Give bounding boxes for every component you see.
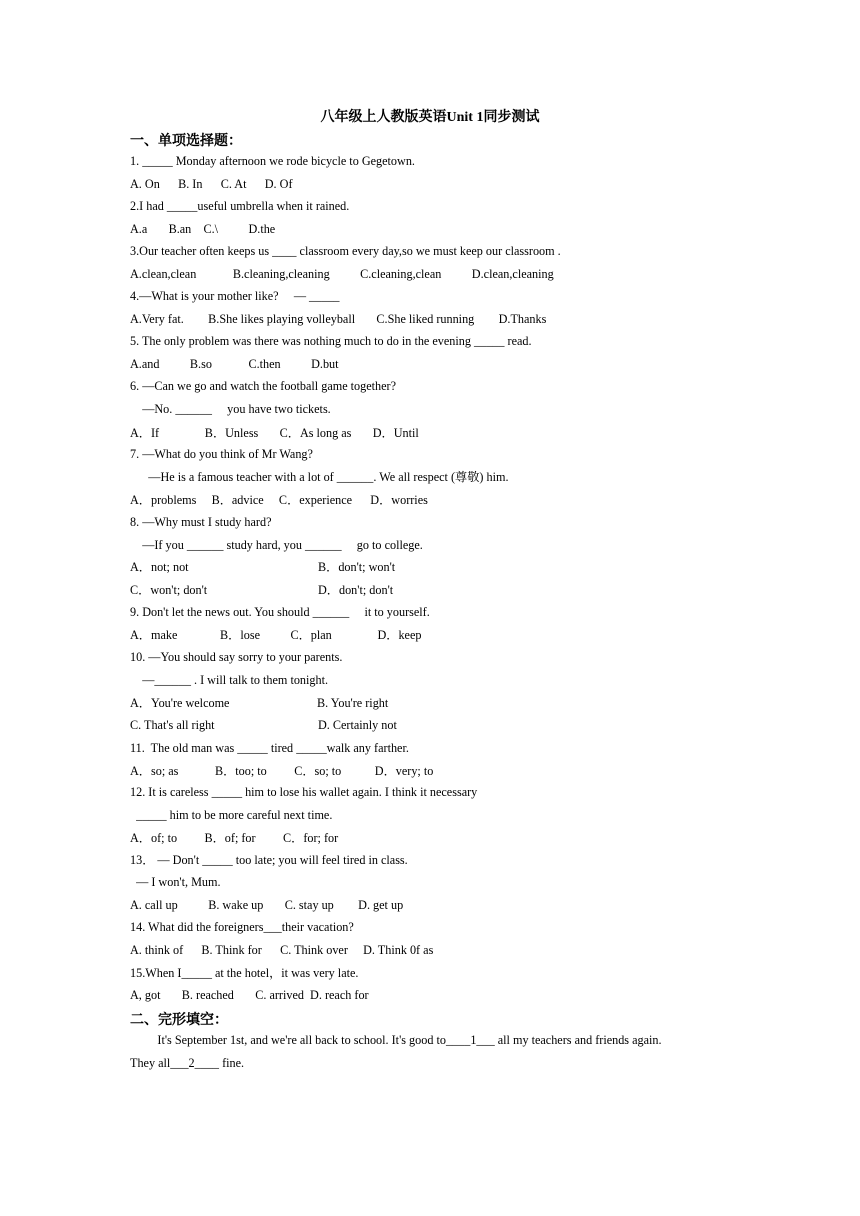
question-10-option-d: D. Certainly not: [318, 718, 397, 732]
question-6-options: A．If B．Unless C．As long as D．Until: [130, 426, 419, 440]
question-8-option-c: C．won't; don't: [130, 583, 208, 597]
question-12: 12. It is careless _____ him to lose his wallet again. I think it necessary: [130, 785, 478, 799]
question-12-continued: _____ him to be more careful next time.: [130, 808, 333, 822]
question-2-options: A.a B.an C.\ D.the: [130, 222, 276, 236]
question-10-option-a: A．You're welcome: [130, 696, 230, 710]
question-14-options: A. think of B. Think for C. Think over D. Think 0f as: [130, 943, 434, 957]
question-10-reply: —______ . I will talk to them tonight.: [130, 673, 329, 687]
question-15-options: A, got B. reached C. arrived D. reach for: [130, 988, 369, 1002]
question-10-option-b: B. You're right: [317, 696, 389, 710]
question-7-options: A．problems B．advice C．experience D．worries: [130, 493, 428, 507]
question-5: 5. The only problem was there was nothing much to do in the evening _____ read.: [130, 334, 532, 348]
question-1-options: A. On B. In C. At D. Of: [130, 177, 293, 191]
question-12-options: A．of; to B．of; for C．for; for: [130, 831, 339, 845]
question-8-option-b: B．don't; won't: [318, 560, 396, 574]
question-9: 9. Don't let the news out. You should ______ it to yourself.: [130, 605, 430, 619]
question-10: 10. —You should say sorry to your parents.: [130, 650, 343, 664]
question-13-reply: — I won't, Mum.: [130, 875, 221, 889]
question-1: 1. _____ Monday afternoon we rode bicycle to Gegetown.: [130, 154, 415, 168]
question-8-option-d: D．don't; don't: [318, 583, 394, 597]
question-4-options: A.Very fat. B.She likes playing volleyball C.She liked running D.Thanks: [130, 312, 547, 326]
question-13: 13． — Don't _____ too late; you will feel tired in class.: [130, 853, 408, 867]
question-7-reply: —He is a famous teacher with a lot of ______. We all respect (尊敬) him.: [130, 470, 509, 484]
question-13-options: A. call up B. wake up C. stay up D. get up: [130, 898, 404, 912]
question-9-options: A．make B．lose C．plan D．keep: [130, 628, 422, 642]
question-7: 7. —What do you think of Mr Wang?: [130, 447, 313, 461]
question-5-options: A.and B.so C.then D.but: [130, 357, 339, 371]
question-8-reply: —If you ______ study hard, you ______ go to college.: [130, 538, 423, 552]
question-11: 11. The old man was _____ tired _____walk any farther.: [130, 741, 409, 755]
section-heading-cloze: 二、完形填空：: [130, 1013, 228, 1028]
cloze-paragraph-line-2: They all___2____ fine.: [130, 1056, 245, 1070]
question-3: 3.Our teacher often keeps us ____ classroom every day,so we must keep our classroom .: [130, 244, 561, 258]
page-title: 八年级上人教版英语Unit 1同步测试: [320, 110, 540, 125]
question-6-reply: —No. ______ you have two tickets.: [130, 402, 331, 416]
question-4: 4.—What is your mother like? — _____: [130, 289, 340, 303]
question-10-option-c: C. That's all right: [130, 718, 215, 732]
question-15: 15.When I_____ at the hotel，it was very late.: [130, 966, 359, 980]
section-heading-multiple-choice: 一、单项选择题：: [130, 134, 242, 149]
question-11-options: A．so; as B．too; to C．so; to D．very; to: [130, 764, 434, 778]
question-6: 6. —Can we go and watch the football game together?: [130, 379, 397, 393]
question-2: 2.I had _____useful umbrella when it rained.: [130, 199, 350, 213]
question-14: 14. What did the foreigners___their vacation?: [130, 920, 354, 934]
question-3-options: A.clean,clean B.cleaning,cleaning C.cleaning,clean D.clean,cleaning: [130, 267, 554, 281]
question-8: 8. —Why must I study hard?: [130, 515, 272, 529]
question-8-option-a: A．not; not: [130, 560, 189, 574]
cloze-paragraph-line-1: It's September 1st, and we're all back to school. It's good to____1___ all my teachers and friends again.: [130, 1033, 662, 1047]
